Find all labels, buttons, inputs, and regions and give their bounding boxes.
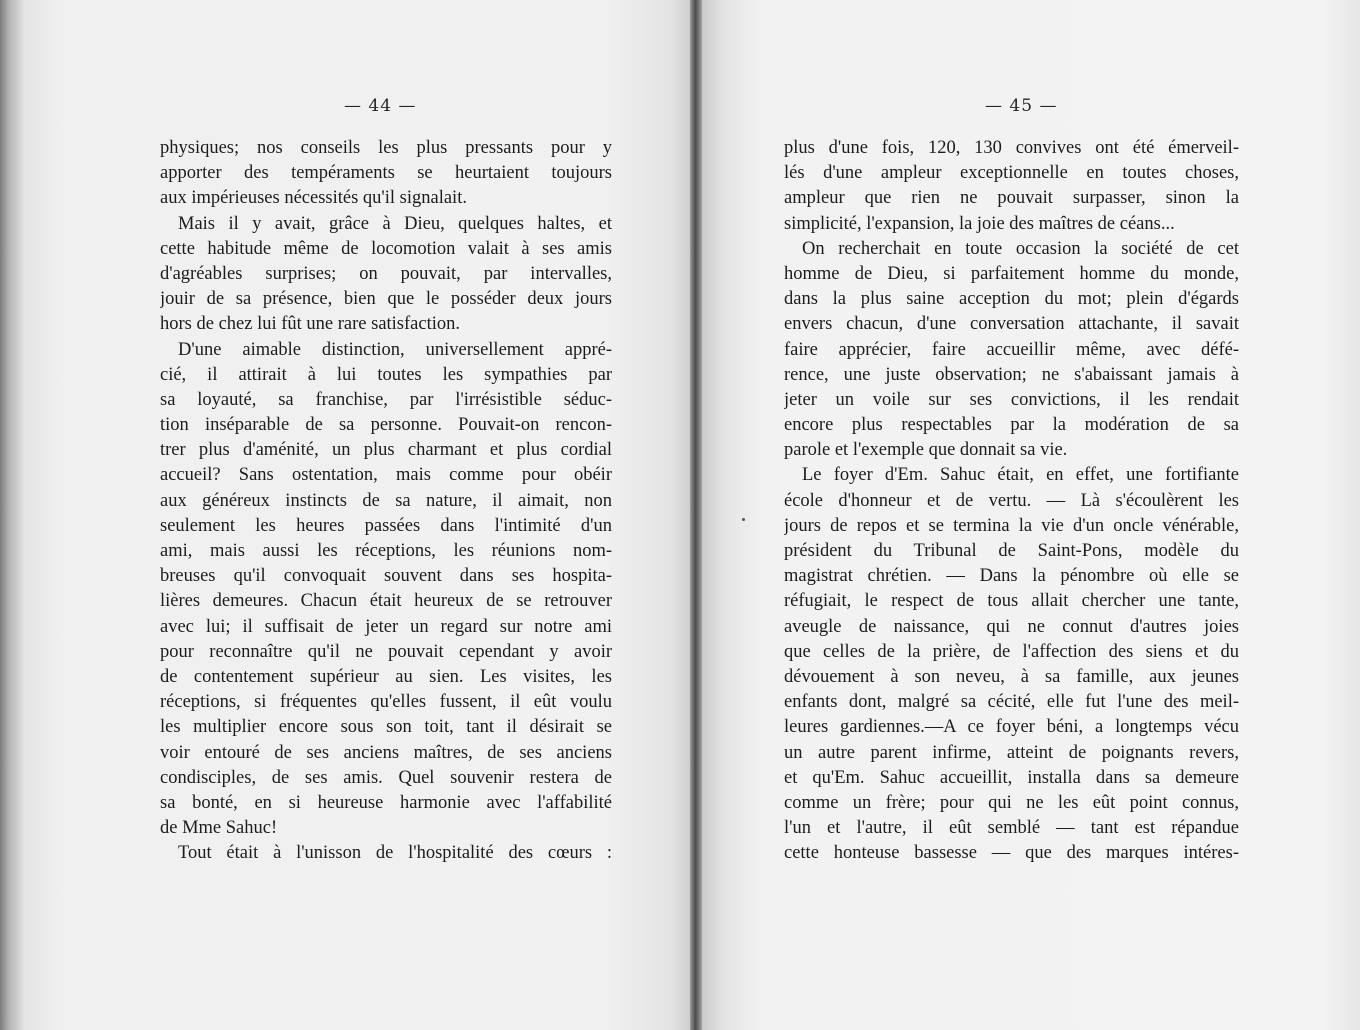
text-line: un autre parent infirme, atteint de poignants revers,: [784, 742, 1239, 763]
text-line: tion inséparable de sa personne. Pouvait-on rencon-: [160, 415, 612, 436]
text-line: leures gardiennes.—A ce foyer béni, a longtemps vécu: [784, 717, 1239, 738]
text-line: enfants dont, malgré sa cécité, elle fut l'une des meil-: [784, 692, 1239, 713]
text-line: physiques; nos conseils les plus pressants pour y: [160, 138, 612, 158]
text-line: cette habitude même de locomotion valait à ses amis: [160, 238, 612, 259]
text-line: magistrat chrétien. — Dans la pénombre où elle se: [784, 566, 1239, 587]
text-line: aux généreux instincts de sa nature, il aimait, non: [160, 490, 612, 511]
text-line: président du Tribunal de Saint-Pons, modèle du: [784, 541, 1239, 561]
text-line: homme de Dieu, si parfaitement homme du monde,: [784, 263, 1239, 284]
text-line: et qu'Em. Sahuc accueillit, installa dans sa demeure: [784, 767, 1239, 788]
text-line: école d'honneur et de vertu. — Là s'écoulèrent les: [784, 490, 1239, 511]
book-gutter: [690, 0, 702, 1030]
text-line: rence, une juste observation; ne s'abaissant jamais à: [784, 364, 1239, 385]
text-line: Le foyer d'Em. Sahuc était, en effet, une fortifiante: [802, 465, 1239, 486]
text-line: avec lui; il suffisait de jeter un regard sur notre ami: [160, 616, 612, 637]
left-page-edge-shadow: [0, 0, 24, 1030]
text-line: plus d'une fois, 120, 130 convives ont été émerveil-: [784, 138, 1239, 158]
text-line: jours de repos et se termina la vie d'un oncle vénérable,: [784, 515, 1239, 536]
text-line: simplicité, l'expansion, la joie des maîtres de céans...: [784, 213, 1175, 234]
left-page-text: [160, 136, 612, 866]
text-line: comme un frère; pour qui ne les eût point connus,: [784, 792, 1239, 813]
text-line: Tout était à l'unisson de l'hospitalité des cœurs :: [178, 843, 612, 864]
text-line: envers chacun, d'une conversation attachante, il savait: [784, 314, 1239, 335]
text-line: accueil? Sans ostentation, mais comme pour obéir: [160, 465, 612, 486]
text-line: jouir de sa présence, bien que le posséder deux jours: [160, 289, 612, 310]
text-line: pour reconnaître qu'il ne pouvait cependant y avoir: [160, 641, 612, 662]
text-line: Mais il y avait, grâce à Dieu, quelques haltes, et: [178, 213, 612, 234]
text-line: lières demeures. Chacun était heureux de se retrouver: [160, 591, 612, 612]
right-page: [702, 0, 1360, 1030]
text-line: breuses qu'il convoquait souvent dans ses hospita-: [160, 566, 612, 587]
text-line: dévouement à son neveu, à sa famille, aux jeunes: [784, 666, 1239, 687]
left-page-number: — 44 —: [344, 96, 417, 116]
text-line: cette honteuse bassesse — que des marques intéres-: [784, 843, 1239, 864]
paper-speck: [742, 518, 745, 521]
text-line: trer plus d'aménité, un plus charmant et plus cordial: [160, 440, 612, 461]
right-page-text: [784, 136, 1239, 866]
text-line: On recherchait en toute occasion la société de cet: [802, 238, 1239, 259]
text-line: de Mme Sahuc!: [160, 818, 278, 839]
text-line: parole et l'exemple que donnait sa vie.: [784, 440, 1068, 461]
text-line: sa bonté, en si heureuse harmonie avec l'affabilité: [160, 792, 612, 813]
text-line: réfugiait, le respect de tous allait chercher une tante,: [784, 591, 1239, 612]
text-line: seulement les heures passées dans l'intimité d'un: [160, 515, 612, 536]
text-line: condisciples, de ses amis. Quel souvenir restera de: [160, 767, 612, 788]
text-line: ami, mais aussi les réceptions, les réunions nom-: [160, 541, 612, 561]
text-line: apporter des tempéraments se heurtaient toujours: [160, 163, 612, 184]
text-line: faire apprécier, faire accueillir même, avec défé-: [784, 339, 1239, 360]
text-line: de contentement supérieur au sien. Les visites, les: [160, 666, 612, 687]
text-line: cié, il attirait à lui toutes les sympathies par: [160, 364, 612, 385]
text-line: ampleur que rien ne pouvait surpasser, sinon la: [784, 188, 1239, 209]
text-line: d'agréables surprises; on pouvait, par intervalles,: [160, 263, 612, 284]
text-line: réceptions, si fréquentes qu'elles fussent, il eût voulu: [160, 692, 612, 713]
text-line: D'une aimable distinction, universellement appré-: [178, 339, 612, 360]
text-line: aux impérieuses nécessités qu'il signalait.: [160, 188, 467, 209]
right-page-number: — 45 —: [985, 96, 1058, 116]
text-line: lés d'une ampleur exceptionnelle en toutes choses,: [784, 163, 1239, 184]
text-line: voir entouré de ses anciens maîtres, de ses anciens: [160, 742, 612, 763]
text-line: aveugle de naissance, qui ne connut d'autres joies: [784, 616, 1239, 637]
text-line: encore plus respectables par la modération de sa: [784, 415, 1239, 436]
text-line: que celles de la prière, de l'affection des siens et du: [784, 641, 1239, 662]
text-line: dans la plus saine acception du mot; plein d'égards: [784, 289, 1239, 310]
text-line: sa loyauté, sa franchise, par l'irrésistible séduc-: [160, 389, 612, 410]
text-line: l'un et l'autre, il eût semblé — tant est répandue: [784, 818, 1239, 839]
text-line: les multiplier encore sous son toit, tant il désirait se: [160, 717, 612, 738]
text-line: jeter un voile sur ses convictions, il les rendait: [784, 389, 1239, 410]
text-line: hors de chez lui fût une rare satisfaction.: [160, 314, 460, 335]
